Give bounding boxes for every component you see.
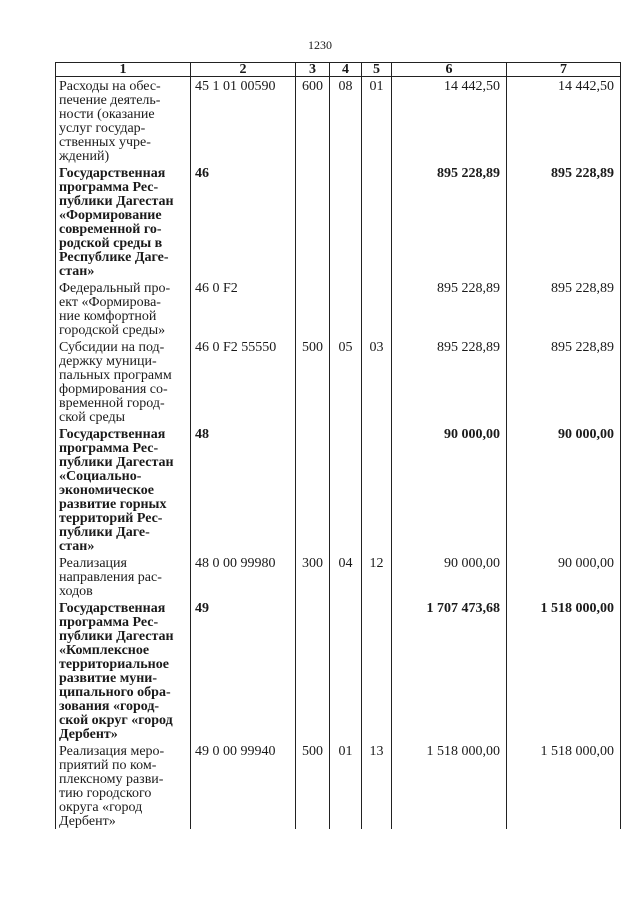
row-col5 [362,599,392,742]
row-col3 [296,425,330,554]
row-col3: 300 [296,554,330,599]
row-code: 46 0 F2 55550 [191,338,296,425]
column-header-1: 1 [56,63,191,77]
row-col5: 12 [362,554,392,599]
row-amount-6: 895 228,89 [392,338,507,425]
row-amount-7: 895 228,89 [507,164,621,279]
column-header-2: 2 [191,63,296,77]
row-code: 49 0 00 99940 [191,742,296,829]
row-code: 48 [191,425,296,554]
row-amount-6: 1 707 473,68 [392,599,507,742]
column-number-row [56,63,621,77]
column-header-6: 6 [392,63,507,77]
row-col3 [296,164,330,279]
column-header-4: 4 [330,63,362,77]
row-col3: 500 [296,338,330,425]
budget-table [55,62,621,829]
row-amount-7: 90 000,00 [507,425,621,554]
row-amount-7: 895 228,89 [507,338,621,425]
row-col5: 13 [362,742,392,829]
table-row [56,742,621,829]
row-name: Государственная программа Рес- публики Дагестан «Социально- экономическое развитие горных территорий Рес- публики Даге- стан» [56,425,191,554]
row-amount-7: 14 442,50 [507,77,621,165]
row-code: 49 [191,599,296,742]
row-code: 46 0 F2 [191,279,296,338]
table-row [56,554,621,599]
row-amount-6: 895 228,89 [392,164,507,279]
row-amount-6: 90 000,00 [392,554,507,599]
row-amount-6: 14 442,50 [392,77,507,165]
column-header-7: 7 [507,63,621,77]
row-col4: 04 [330,554,362,599]
row-code: 46 [191,164,296,279]
row-col4 [330,425,362,554]
row-amount-6: 90 000,00 [392,425,507,554]
row-col4 [330,279,362,338]
row-col3 [296,279,330,338]
row-name: Федеральный про- ект «Формирова- ние комфортной городской среды» [56,279,191,338]
row-name: Расходы на обес- печение деятель- ности (оказание услуг государ- ственных учре- ждений) [56,77,191,165]
table-row [56,338,621,425]
row-amount-6: 1 518 000,00 [392,742,507,829]
row-col5 [362,425,392,554]
row-col4: 01 [330,742,362,829]
column-header-3: 3 [296,63,330,77]
row-col4: 05 [330,338,362,425]
row-amount-7: 90 000,00 [507,554,621,599]
row-name: Реализация меро- приятий по ком- плексному разви- тию городского округа «город Дербент» [56,742,191,829]
row-name: Субсидии на под- держку муници- пальных программ формирования со- временной город- ской среды [56,338,191,425]
table-row [56,425,621,554]
row-name: Государственная программа Рес- публики Дагестан «Формирование современной го- родской среды в Республике Даге- стан» [56,164,191,279]
table-body [56,77,621,830]
row-code: 45 1 01 00590 [191,77,296,165]
row-col5 [362,279,392,338]
row-col5: 03 [362,338,392,425]
row-col5: 01 [362,77,392,165]
table-row [56,279,621,338]
row-col4 [330,164,362,279]
row-col3: 600 [296,77,330,165]
row-amount-7: 895 228,89 [507,279,621,338]
row-amount-7: 1 518 000,00 [507,599,621,742]
row-col4: 08 [330,77,362,165]
row-code: 48 0 00 99980 [191,554,296,599]
table-row [56,77,621,165]
row-col3: 500 [296,742,330,829]
row-col3 [296,599,330,742]
row-amount-6: 895 228,89 [392,279,507,338]
table-row [56,599,621,742]
table-row [56,164,621,279]
page-number: 1230 [308,38,332,52]
column-header-5: 5 [362,63,392,77]
row-col4 [330,599,362,742]
row-name: Реализация направления рас- ходов [56,554,191,599]
row-amount-7: 1 518 000,00 [507,742,621,829]
row-col5 [362,164,392,279]
row-name: Государственная программа Рес- публики Дагестан «Комплексное территориальное развитие муни- ципального обра- зования «город- ской округ «город Дербент» [56,599,191,742]
